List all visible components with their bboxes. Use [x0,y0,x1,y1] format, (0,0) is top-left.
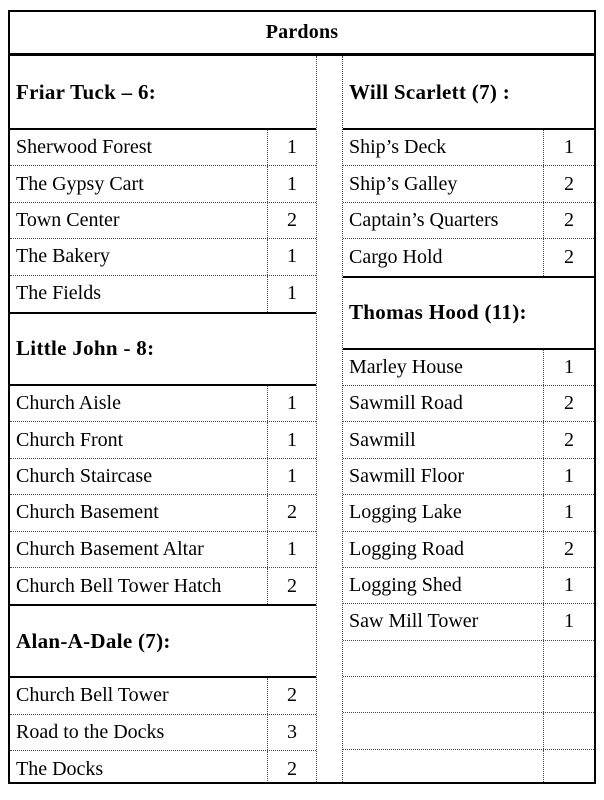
table-row [10,203,316,239]
table-row [10,715,316,751]
location-cell: Logging Road [349,537,464,560]
section-will-scarlett [343,56,594,276]
table-body [10,56,594,782]
count-cell: 1 [267,422,316,457]
count-cell: 1 [267,459,316,494]
count-cell: 2 [267,203,316,238]
location-cell: Ship’s Galley [349,172,458,195]
location-cell: Sherwood Forest [16,136,153,159]
location-cell [343,641,543,676]
location-cell: Cargo Hold [349,245,443,268]
count-cell: 2 [267,495,316,530]
table-row [343,350,594,386]
location-cell: Logging Shed [349,574,462,597]
table-row [343,568,594,604]
section-little-john [10,312,316,604]
location-cell: Captain’s Quarters [349,208,499,231]
table-row [10,678,316,714]
section-friar-tuck [10,56,316,312]
table-row [343,604,594,640]
column-divider [316,56,343,782]
pardons-table [8,10,596,784]
location-cell: Sawmill Floor [349,464,465,487]
table-row [343,130,594,166]
count-cell: 1 [543,130,594,165]
page-title: Pardons [10,12,594,56]
section-header-thomas-hood: Thomas Hood (11): [343,276,594,350]
table-row [343,532,594,568]
count-cell [543,713,594,748]
count-cell: 2 [543,239,594,275]
count-cell: 1 [267,239,316,274]
table-row [10,166,316,202]
table-row [10,276,316,312]
location-cell [343,750,543,782]
count-cell: 2 [267,751,316,782]
location-cell: The Fields [16,282,101,305]
count-cell: 2 [267,678,316,713]
section-header-little-john: Little John - 8: [10,312,316,386]
table-row [10,239,316,275]
location-cell: Church Staircase [16,464,153,487]
section-header-friar-tuck: Friar Tuck – 6: [10,56,316,130]
count-cell: 1 [267,166,316,201]
table-row-empty [343,641,594,677]
count-cell: 1 [543,350,594,385]
table-row [343,459,594,495]
left-column [10,56,316,782]
location-cell: The Gypsy Cart [16,172,144,195]
count-cell: 3 [267,715,316,750]
table-row [10,751,316,782]
location-cell: The Docks [16,757,104,780]
count-cell: 2 [543,386,594,421]
table-row [10,568,316,604]
location-cell: Marley House [349,355,463,378]
table-row [343,203,594,239]
count-cell: 1 [543,568,594,603]
table-row [10,495,316,531]
count-cell: 1 [543,459,594,494]
location-cell: Town Center [16,208,120,231]
count-cell: 1 [267,130,316,165]
table-row [10,422,316,458]
location-cell: Church Basement Altar [16,537,204,560]
location-cell: The Bakery [16,245,110,268]
table-row [10,459,316,495]
location-cell [343,677,543,712]
location-cell: Church Bell Tower [16,684,169,707]
table-row [343,239,594,275]
table-row-empty [343,713,594,749]
section-header-will-scarlett: Will Scarlett (7) : [343,56,594,130]
table-row [343,166,594,202]
section-alan-a-dale [10,604,316,782]
count-cell: 1 [267,532,316,567]
table-row [10,386,316,422]
count-cell [543,641,594,676]
count-cell: 1 [267,386,316,421]
table-row [343,422,594,458]
count-cell: 2 [543,532,594,567]
table-row [10,532,316,568]
count-cell: 1 [543,604,594,639]
section-thomas-hood [343,276,594,782]
location-cell: Saw Mill Tower [349,610,479,633]
location-cell: Church Basement [16,501,159,524]
count-cell: 2 [543,203,594,238]
count-cell: 2 [543,166,594,201]
count-cell: 2 [267,568,316,604]
location-cell: Road to the Docks [16,720,165,743]
location-cell: Sawmill [349,428,416,451]
count-cell: 2 [543,422,594,457]
right-column [343,56,594,782]
count-cell: 1 [543,495,594,530]
count-cell: 1 [267,276,316,312]
count-cell [543,750,594,782]
location-cell: Church Bell Tower Hatch [16,574,222,597]
table-row [10,130,316,166]
table-row-empty [343,677,594,713]
location-cell: Sawmill Road [349,392,463,415]
location-cell: Logging Lake [349,501,462,524]
location-cell: Church Front [16,428,124,451]
location-cell: Church Aisle [16,392,121,415]
table-row [343,386,594,422]
location-cell: Ship’s Deck [349,136,447,159]
table-row [343,495,594,531]
table-row-empty [343,750,594,782]
section-header-alan-a-dale: Alan-A-Dale (7): [10,604,316,678]
location-cell [343,713,543,748]
count-cell [543,677,594,712]
